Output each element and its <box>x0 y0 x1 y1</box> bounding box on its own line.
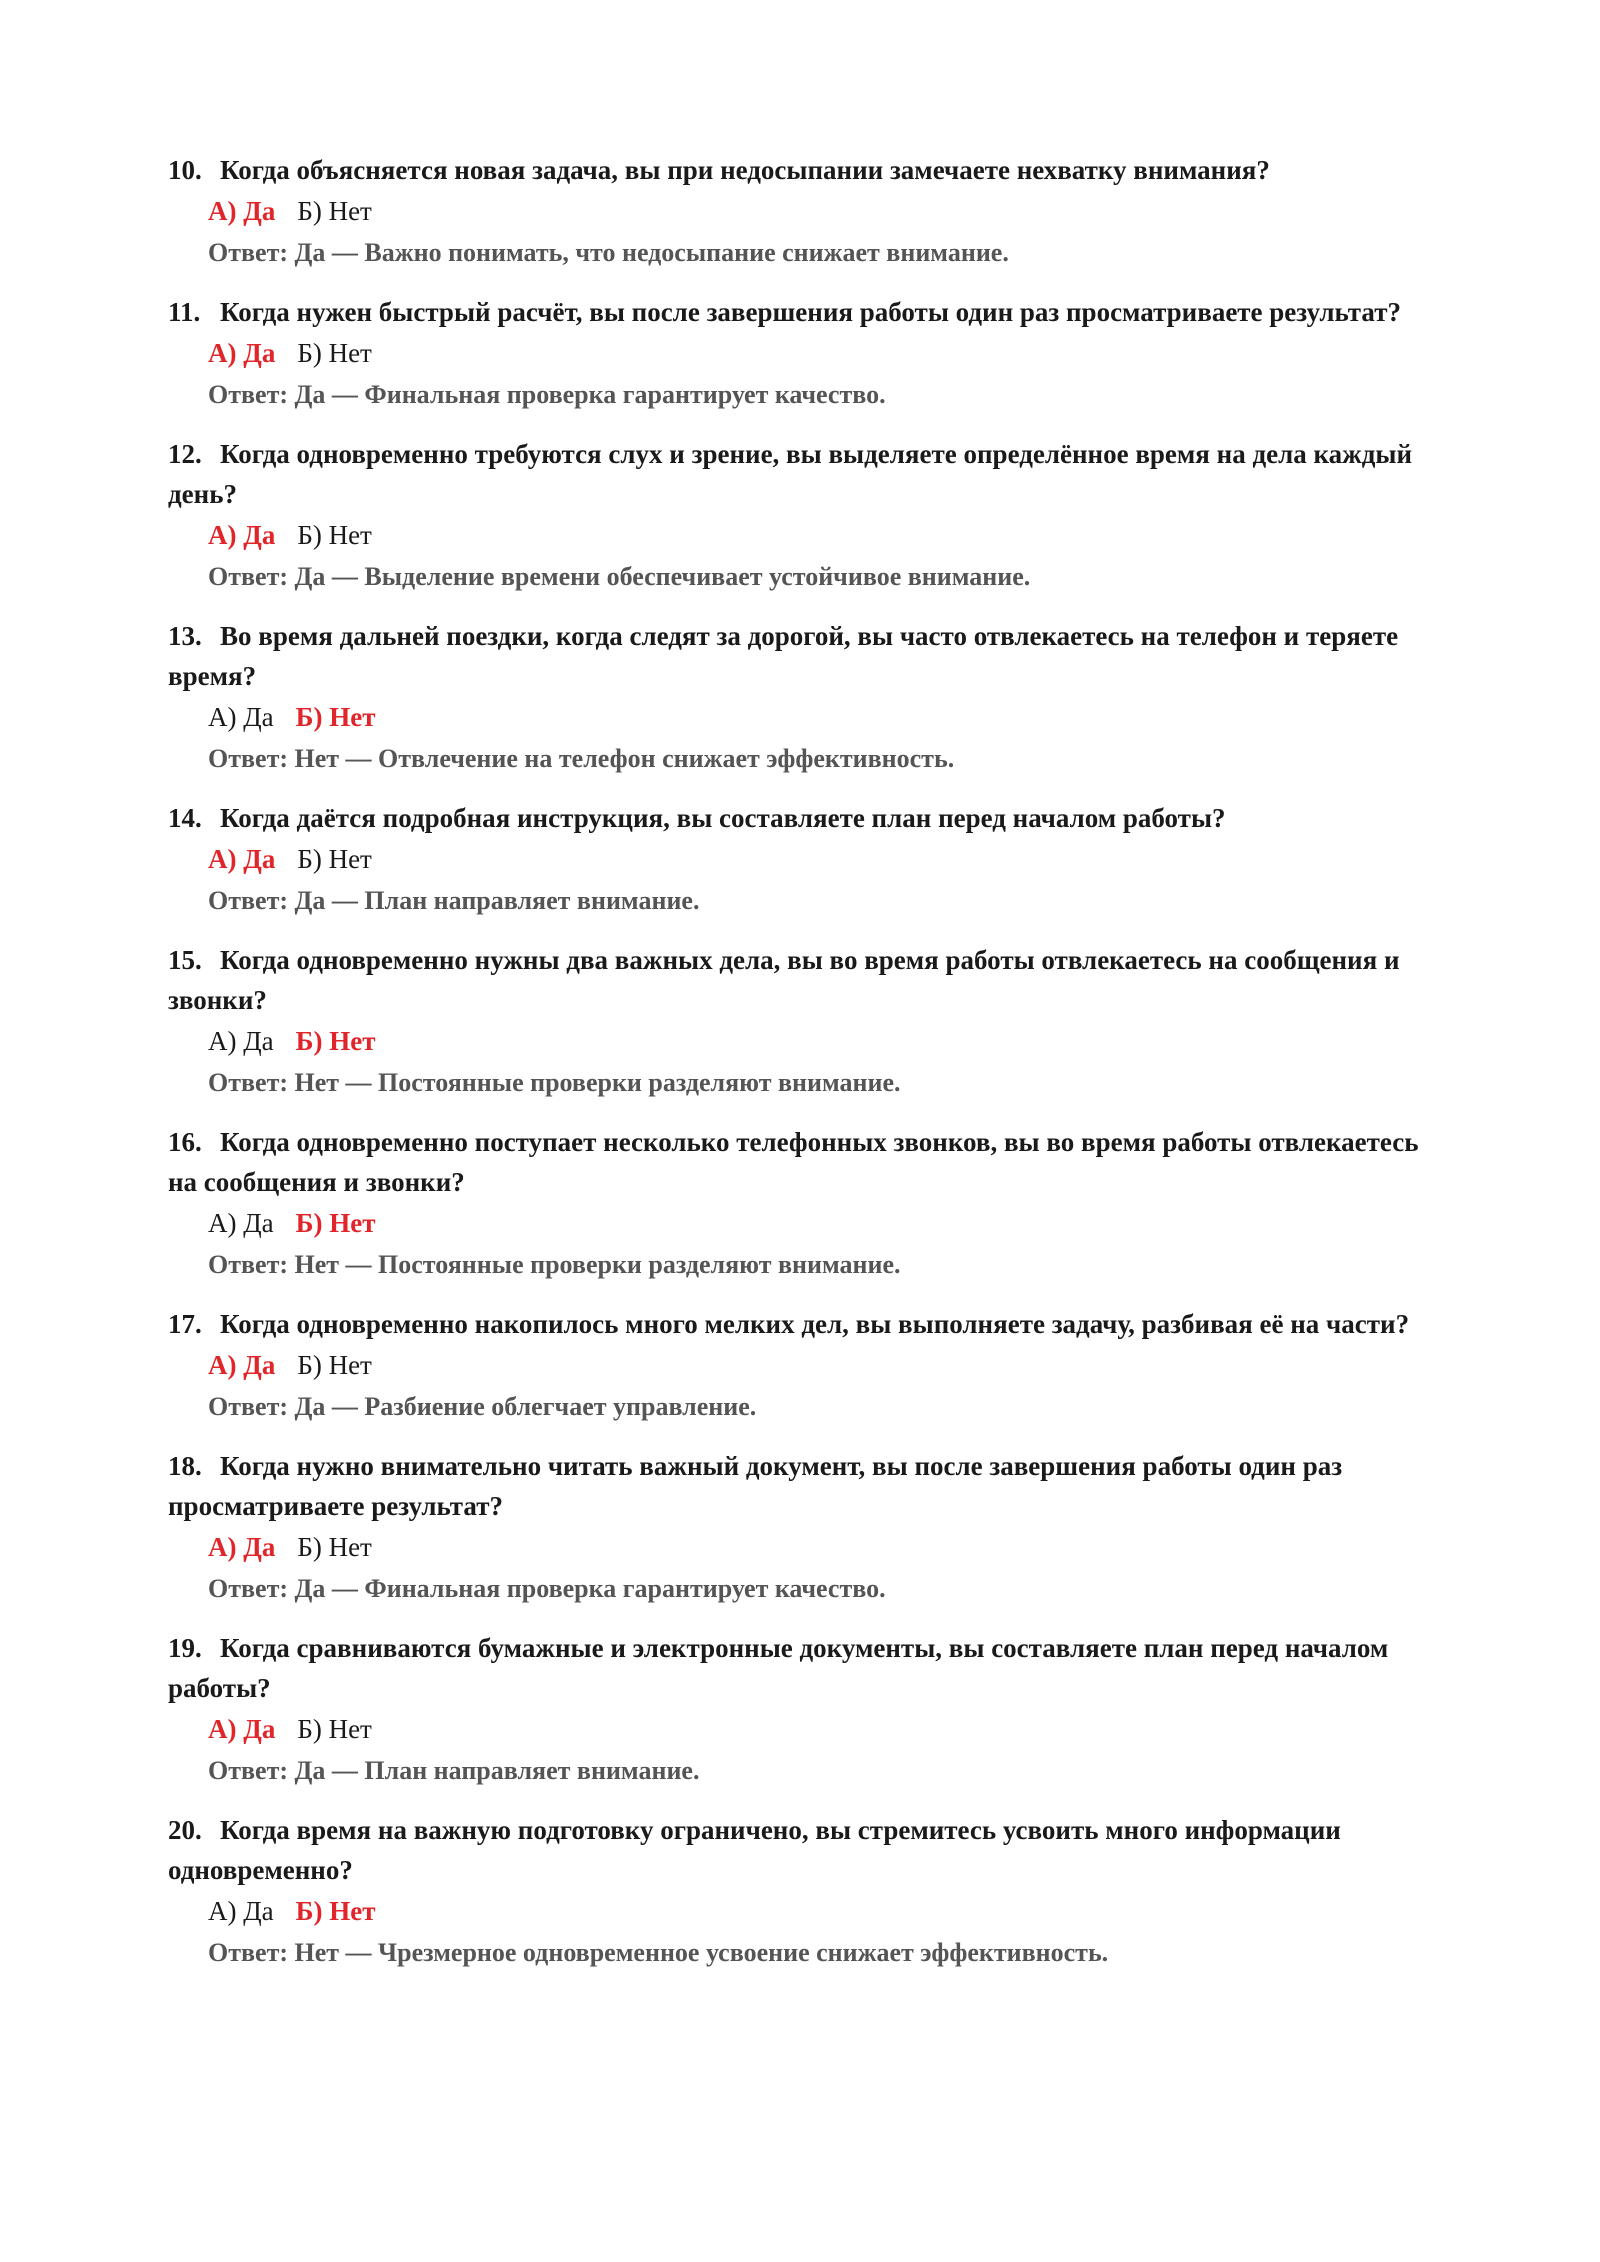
selected-option: Б) Нет <box>295 1026 376 1056</box>
selected-option: А) Да <box>208 520 276 550</box>
question-text: Когда одновременно накопилось много мелких дел, вы выполняете задачу, разбивая её на части? <box>220 1309 1410 1339</box>
question-number: 12. <box>168 439 202 469</box>
answer-option: Б) Нет <box>297 520 372 550</box>
question-item <box>168 940 1438 1104</box>
answer-options <box>168 332 1438 374</box>
question-text: Когда одновременно нужны два важных дела, вы во время работы отвлекаетесь на сообщения и звонки? <box>168 945 1400 1015</box>
question-title <box>168 434 1438 514</box>
question-title <box>168 1628 1438 1708</box>
selected-option: Б) Нет <box>295 702 376 732</box>
answer-option: А) Да <box>208 1896 274 1926</box>
question-title <box>168 292 1438 332</box>
answer-explanation: Ответ: Нет — Отвлечение на телефон снижает эффективность. <box>208 744 955 773</box>
answer-options <box>168 696 1438 738</box>
question-title <box>168 798 1438 838</box>
answer-explanation: Ответ: Да — План направляет внимание. <box>208 886 700 915</box>
selected-option: Б) Нет <box>295 1896 376 1926</box>
answer-options <box>168 838 1438 880</box>
selected-option: А) Да <box>208 1714 276 1744</box>
answer-explanation: Ответ: Да — Разбиение облегчает управление. <box>208 1392 757 1421</box>
question-number: 10. <box>168 155 202 185</box>
question-item <box>168 1446 1438 1610</box>
selected-option: А) Да <box>208 196 276 226</box>
answer-options <box>168 1202 1438 1244</box>
answer-options <box>168 1526 1438 1568</box>
answer-explanation: Ответ: Да — Важно понимать, что недосыпание снижает внимание. <box>208 238 1009 267</box>
answer-option: Б) Нет <box>297 338 372 368</box>
question-item <box>168 292 1438 416</box>
question-text: Когда объясняется новая задача, вы при недосыпании замечаете нехватку внимания? <box>220 155 1270 185</box>
question-item <box>168 798 1438 922</box>
question-list <box>168 150 1438 1992</box>
answer-options <box>168 514 1438 556</box>
question-title <box>168 1122 1438 1202</box>
answer-explanation: Ответ: Да — План направляет внимание. <box>208 1756 700 1785</box>
answer-explanation: Ответ: Нет — Постоянные проверки разделяют внимание. <box>208 1250 901 1279</box>
question-text: Когда одновременно требуются слух и зрение, вы выделяете определённое время на дела каждый день? <box>168 439 1413 509</box>
question-title <box>168 940 1438 1020</box>
answer-explanation: Ответ: Нет — Чрезмерное одновременное усвоение снижает эффективность. <box>208 1938 1109 1967</box>
question-number: 20. <box>168 1815 202 1845</box>
question-item <box>168 616 1438 780</box>
question-number: 15. <box>168 945 202 975</box>
selected-option: А) Да <box>208 844 276 874</box>
question-text: Когда сравниваются бумажные и электронные документы, вы составляете план перед началом работы? <box>168 1633 1389 1703</box>
answer-options <box>168 1708 1438 1750</box>
question-item <box>168 434 1438 598</box>
question-text: Когда нужен быстрый расчёт, вы после завершения работы один раз просматриваете результат? <box>220 297 1401 327</box>
question-title <box>168 616 1438 696</box>
answer-option: Б) Нет <box>297 844 372 874</box>
question-text: Когда даётся подробная инструкция, вы составляете план перед началом работы? <box>220 803 1226 833</box>
question-title <box>168 1810 1438 1890</box>
question-number: 11. <box>168 297 201 327</box>
answer-options <box>168 190 1438 232</box>
question-item <box>168 1304 1438 1428</box>
question-title <box>168 1446 1438 1526</box>
answer-option: Б) Нет <box>297 1714 372 1744</box>
answer-options <box>168 1020 1438 1062</box>
question-number: 14. <box>168 803 202 833</box>
question-text: Когда нужно внимательно читать важный документ, вы после завершения работы один раз просматриваете результат? <box>168 1451 1343 1521</box>
question-item <box>168 150 1438 274</box>
answer-options <box>168 1890 1438 1932</box>
selected-option: А) Да <box>208 338 276 368</box>
selected-option: А) Да <box>208 1350 276 1380</box>
answer-explanation: Ответ: Нет — Постоянные проверки разделяют внимание. <box>208 1068 901 1097</box>
question-text: Когда одновременно поступает несколько телефонных звонков, вы во время работы отвлекаетесь на сообщения и звонки? <box>168 1127 1419 1197</box>
answer-explanation: Ответ: Да — Финальная проверка гарантирует качество. <box>208 380 886 409</box>
question-item <box>168 1122 1438 1286</box>
answer-option: А) Да <box>208 1208 274 1238</box>
question-number: 13. <box>168 621 202 651</box>
question-item <box>168 1628 1438 1792</box>
answer-explanation: Ответ: Да — Выделение времени обеспечивает устойчивое внимание. <box>208 562 1031 591</box>
selected-option: А) Да <box>208 1532 276 1562</box>
answer-option: Б) Нет <box>297 196 372 226</box>
selected-option: Б) Нет <box>295 1208 376 1238</box>
question-text: Во время дальней поездки, когда следят за дорогой, вы часто отвлекаетесь на телефон и теряете время? <box>168 621 1399 691</box>
answer-option: А) Да <box>208 1026 274 1056</box>
answer-explanation: Ответ: Да — Финальная проверка гарантирует качество. <box>208 1574 886 1603</box>
answer-option: Б) Нет <box>297 1350 372 1380</box>
answer-option: А) Да <box>208 702 274 732</box>
question-number: 16. <box>168 1127 202 1157</box>
answer-option: Б) Нет <box>297 1532 372 1562</box>
question-title <box>168 1304 1438 1344</box>
answer-options <box>168 1344 1438 1386</box>
question-number: 19. <box>168 1633 202 1663</box>
question-number: 17. <box>168 1309 202 1339</box>
question-title <box>168 150 1438 190</box>
question-item <box>168 1810 1438 1974</box>
question-text: Когда время на важную подготовку ограничено, вы стремитесь усвоить много информации одновременно? <box>168 1815 1341 1885</box>
question-number: 18. <box>168 1451 202 1481</box>
